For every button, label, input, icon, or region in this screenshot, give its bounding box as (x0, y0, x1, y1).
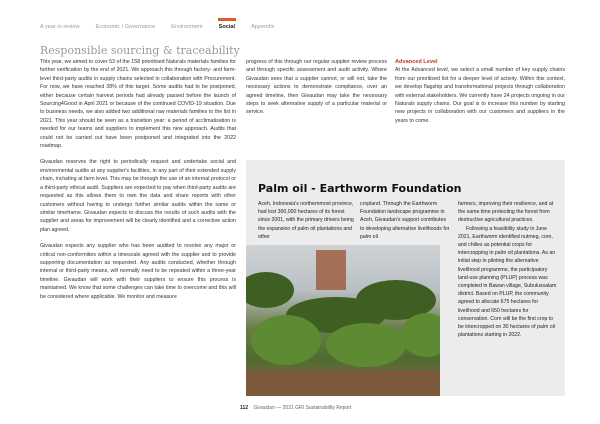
page-title: Responsible sourcing & traceability (40, 44, 240, 57)
nav-social[interactable]: Social (218, 24, 236, 30)
paragraph: farmers, improving their resilience, and at the same time protecting the forest from destructive agricultural practices. (458, 201, 554, 224)
nav-environment[interactable]: Environment (171, 24, 203, 30)
case-study-text: cropland. Through the Earthworm Foundation landscape programme in Aceh, Givaudan's support contributes to developing alternative livelihoods for palm oil (360, 201, 450, 240)
nav-year-in-review[interactable]: A year in review (40, 24, 80, 30)
paragraph: This year, we aimed to cover 53 of the 158 prioritised Naturals materials families for further verification by the end of 2021. We approach this through factory- and farm-level third-party audits in supply chains selected in collaboration with Procurement. For now, we have reached 38% of this target. Some audits had to be postponed, either because certain harvest periods had already passed before the launch of Sourcing4Good in April 2021 or because of the continued COVID-19 situation. Due to business needs, we also added two additional raw materials families to the list in 2021. This year should be seen as a transition year: a period of acclimatisation is needed for our teams and suppliers to implement this new approach. Audits that could not be carried out have been postponed and integrated into the 2022 roadmap. (40, 59, 236, 150)
case-study-title: Palm oil - Earthworm Foundation (258, 182, 462, 195)
page-number: 112 (240, 405, 249, 411)
middle-column (246, 58, 387, 117)
paragraph: progress of this through our regular supplier review process and through specific assessment and audit activity. Where Givaudan sees that a supplier cannot, or will not, take the necessary actions to demonstrate compliance, over an agreed timeline, then Givaudan may take the necessary steps to seek alternative supply of a particular material or service. (246, 59, 387, 116)
nav-economic-governance[interactable]: Economic / Governance (95, 24, 156, 30)
paragraph: Following a feasibility study in June 2021, Earthworm identified nutmeg, corn, and chilies as potential crops for intercropping in palm oil plantations. As an initial step in piloting the alternative livelihood programme, the participatory land-use planning (PLUP) process was completed in Bawan village, Subulussalam district. Based on PLUP, the community agreed to allocate 675 hectares for livelihood and 650 hectares for conservation. Corn will be the first crop to be intercropped on 30 hectares of palm oil plantations starting in 2022. (458, 225, 557, 339)
plantation-illustration (246, 245, 440, 396)
case-study-text: Aceh, Indonesia's northernmost province, had lost 300,000 hectares of its forest since 2001, with the primary drivers being the expansion of palm oil plantations and other (258, 201, 354, 240)
palm-plantation-photo (246, 245, 440, 396)
advanced-level-heading: Advanced Level (395, 59, 438, 65)
nav-appendix[interactable]: Appendix (251, 24, 275, 30)
paragraph: At the Advanced level, we select a small number of key supply chains from our prioritised list for a deeper level of activity. Within this context, we develop flagship and transformational projects through collaboration with external stakeholders. We currently have 24 projects ongoing in our Naturals supply chains. Our goal is to increase this number by starting new projects in collaboration with our customers and suppliers in the years to come. (395, 67, 565, 124)
paragraph: Givaudan expects any supplier who has been audited to resolve any major or critical non-conformities within a timescale agreed with the supplier and to provide supporting documentation as requested. Any audits conducted, whether through internal or third-party means, will normally need to be repeated within a three-year timeline. Givaudan will work with their suppliers to ensure this process is maintained. We know that some challenges can take time to overcome and this will be considered where applicable. We monitor and measure (40, 243, 236, 300)
paragraph: Givaudan reserves the right to periodically request and undertake social and environmental audits at any supplier's facilities, in any part of their extended supply chain, including at farm level. This may be through the use of an internal protocol or a third-party ethical audit. Suppliers are expected to pay when third-party audits are requested as this allows them to own the data and share reports with other customers without having to undergo further similar audits within the same or similar timeframe. Givaudan expects to discuss the results of such audits with the supplier and areas for improvement will be clearly identified and a corrective action plan agreed. (40, 159, 236, 233)
left-column (40, 58, 236, 301)
palm-oil-case-study (246, 160, 565, 396)
footer-text: Givaudan — 2021 GRI Sustainability Report (253, 405, 352, 411)
advanced-level-section (395, 58, 565, 125)
case-study-text (458, 200, 558, 339)
top-nav (40, 24, 290, 30)
page-footer (240, 405, 351, 411)
